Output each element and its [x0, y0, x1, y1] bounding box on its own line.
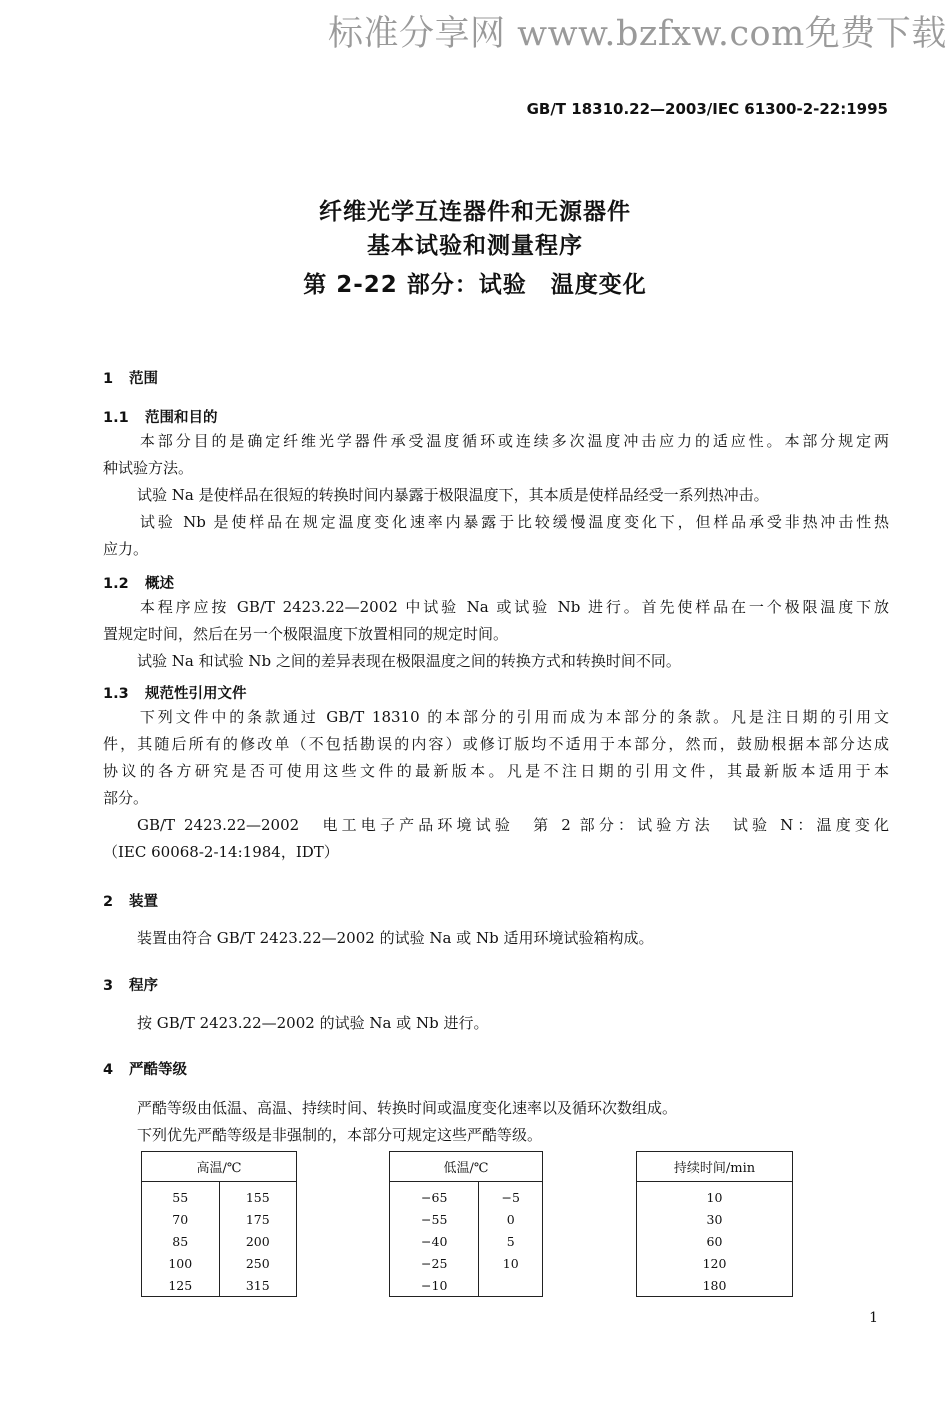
page-number: 1	[869, 1310, 878, 1326]
table-cell: 200	[219, 1230, 297, 1252]
table-cell: −55	[390, 1208, 479, 1230]
section-number: 3	[103, 978, 114, 994]
low-temp-table	[389, 1151, 543, 1297]
table-row	[142, 1252, 297, 1274]
section-number: 1.1	[103, 410, 129, 426]
paragraph-line: 试验 Na 是使样品在很短的转换时间内暴露于极限温度下，其本质是使样品经受一系列热冲击。	[137, 486, 769, 504]
section-1-1-heading	[103, 406, 218, 427]
section-title: 程序	[129, 978, 158, 994]
section-title: 范围	[129, 371, 158, 387]
section-1-3-body	[103, 704, 889, 866]
section-number: 2	[103, 894, 114, 910]
section-1-1-body	[103, 428, 889, 563]
section-1-3-heading	[103, 682, 247, 703]
table-cell: 250	[219, 1252, 297, 1274]
table-row	[390, 1208, 543, 1230]
section-number: 1	[103, 371, 114, 387]
reference-line: GB/T 2423.22—2002 电工电子产品环境试验 第 2 部分：试验方法 试验 N：温度变化	[137, 816, 889, 834]
section-1-2-heading	[103, 572, 174, 593]
table-cell: 100	[142, 1252, 220, 1274]
table-row	[142, 1274, 297, 1297]
table-cell: 30	[637, 1208, 793, 1230]
paragraph-line: 协议的各方研究是否可使用这些文件的最新版本。凡是不注日期的引用文件，其最新版本适用于本	[103, 762, 889, 780]
table-header: 持续时间/min	[637, 1152, 793, 1182]
section-1-2-body	[103, 594, 889, 675]
table-cell: 85	[142, 1230, 220, 1252]
table-cell: 180	[637, 1274, 793, 1297]
table-cell: 10	[479, 1252, 543, 1274]
section-number: 1.3	[103, 686, 129, 702]
standard-number: GB/T 18310.22—2003/IEC 61300-2-22:1995	[526, 100, 888, 118]
table-row	[637, 1274, 793, 1297]
table-cell: 60	[637, 1230, 793, 1252]
table-cell: 175	[219, 1208, 297, 1230]
section-title: 范围和目的	[145, 410, 218, 426]
table-cell: 70	[142, 1208, 220, 1230]
table-row	[637, 1208, 793, 1230]
paragraph-line: 严酷等级由低温、高温、持续时间、转换时间或温度变化速率以及循环次数组成。	[137, 1099, 678, 1117]
table-cell: −5	[479, 1182, 543, 1209]
table-row	[142, 1182, 297, 1209]
table-row	[142, 1230, 297, 1252]
section-title: 装置	[129, 894, 158, 910]
table-row	[390, 1182, 543, 1209]
section-4-body	[103, 1095, 889, 1149]
table-cell: −40	[390, 1230, 479, 1252]
table-cell: 0	[479, 1208, 543, 1230]
paragraph-line: 下列优先严酷等级是非强制的，本部分可规定这些严酷等级。	[137, 1126, 543, 1144]
table-row	[637, 1252, 793, 1274]
table-row	[142, 1208, 297, 1230]
table-cell: 315	[219, 1274, 297, 1297]
paragraph-line: 下列文件中的条款通过 GB/T 18310 的本部分的引用而成为本部分的条款。凡是注日期的引用文	[137, 708, 889, 726]
section-4-heading	[103, 1058, 187, 1079]
paragraph-line: 按 GB/T 2423.22—2002 的试验 Na 或 Nb 进行。	[137, 1014, 489, 1032]
doc-title-line3: 第 2-22 部分：试验 温度变化	[303, 272, 647, 298]
section-number: 1.2	[103, 576, 129, 592]
section-2-body	[103, 925, 889, 952]
table-row	[390, 1230, 543, 1252]
paragraph-line: 种试验方法。	[103, 459, 194, 477]
section-2-heading	[103, 890, 158, 911]
paragraph-line: 置规定时间，然后在另一个极限温度下放置相同的规定时间。	[103, 625, 509, 643]
paragraph-line: 本部分目的是确定纤维光学器件承受温度循环或连续多次温度冲击应力的适应性。本部分规定两	[137, 432, 889, 450]
table-header: 低温/℃	[390, 1152, 543, 1182]
watermark-text: 标准分享网 www.bzfxw.com免费下载	[328, 14, 947, 54]
section-number: 4	[103, 1062, 114, 1078]
paragraph-line: 本程序应按 GB/T 2423.22—2002 中试验 Na 或试验 Nb 进行。首先使样品在一个极限温度下放	[137, 598, 889, 616]
section-3-heading	[103, 974, 158, 995]
paragraph-line: 部分。	[103, 789, 149, 807]
section-3-body	[103, 1010, 889, 1037]
table-row	[390, 1274, 543, 1297]
table-row	[637, 1230, 793, 1252]
table-cell: 125	[142, 1274, 220, 1297]
paragraph-line: 试验 Nb 是使样品在规定温度变化速率内暴露于比较缓慢温度变化下，但样品承受非热冲击性热	[137, 513, 889, 531]
paragraph-line: 试验 Na 和试验 Nb 之间的差异表现在极限温度之间的转换方式和转换时间不同。	[137, 652, 681, 670]
table-cell	[479, 1274, 543, 1297]
duration-table	[636, 1151, 793, 1297]
doc-title-line1: 纤维光学互连器件和无源器件	[319, 199, 631, 225]
table-cell: −25	[390, 1252, 479, 1274]
section-title: 规范性引用文件	[145, 686, 247, 702]
paragraph-line: 装置由符合 GB/T 2423.22—2002 的试验 Na 或 Nb 适用环境试验箱构成。	[137, 929, 654, 947]
section-1-heading	[103, 367, 158, 388]
table-cell: 55	[142, 1182, 220, 1209]
reference-line: （IEC 60068-2-14:1984，IDT）	[103, 843, 339, 861]
doc-title-line2: 基本试验和测量程序	[367, 233, 583, 259]
table-cell: −10	[390, 1274, 479, 1297]
high-temp-table	[141, 1151, 297, 1297]
section-title: 严酷等级	[129, 1062, 187, 1078]
table-header: 高温/℃	[142, 1152, 297, 1182]
table-row	[390, 1252, 543, 1274]
table-cell: 155	[219, 1182, 297, 1209]
table-cell: −65	[390, 1182, 479, 1209]
section-title: 概述	[145, 576, 174, 592]
table-cell: 10	[637, 1182, 793, 1209]
table-row	[637, 1182, 793, 1209]
table-cell: 5	[479, 1230, 543, 1252]
paragraph-line: 件，其随后所有的修改单（不包括勘误的内容）或修订版均不适用于本部分，然而，鼓励根据本部分达成	[103, 735, 889, 753]
table-cell: 120	[637, 1252, 793, 1274]
paragraph-line: 应力。	[103, 540, 149, 558]
